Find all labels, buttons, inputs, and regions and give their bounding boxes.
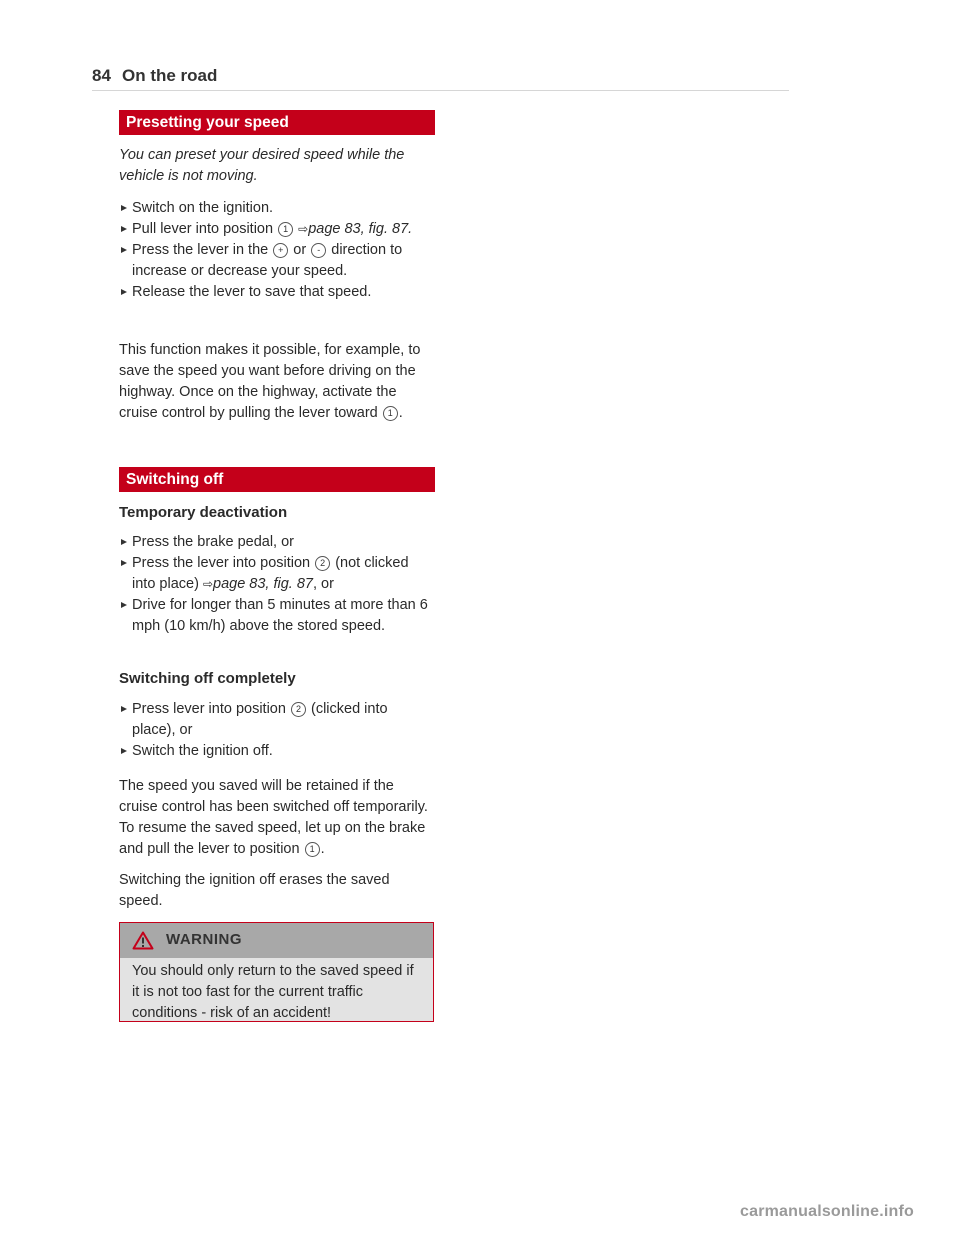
watermark: carmanualsonline.info [740, 1203, 915, 1220]
temporary-deactivation-heading: Temporary deactivation [119, 504, 288, 521]
page-reference-link[interactable]: page 83, fig. 87 [213, 576, 313, 592]
presetting-paragraph: This function makes it possible, for example, to save the speed you want before driving on the highway. Once on the highway, activate the cruise control by pulling the lever toward 1 . [119, 342, 421, 421]
list-item: Release the lever to save that speed. [119, 282, 435, 303]
position-1-icon: 1 [278, 222, 293, 237]
switching-off-completely-steps [119, 699, 435, 762]
page-reference-link[interactable]: page 83, fig. 87. [308, 221, 413, 237]
presetting-heading: Presetting your speed [119, 110, 435, 135]
section-title: On the road [122, 66, 218, 85]
page-ref-arrow-icon: ⇨ [298, 222, 309, 236]
page-number: 84 [92, 66, 111, 85]
list-item: Switch on the ignition. [119, 198, 435, 219]
erase-speed-paragraph: Switching the ignition off erases the saved speed. [119, 872, 390, 909]
position-1-icon: 1 [305, 842, 320, 857]
position-2-icon: 2 [291, 702, 306, 717]
presetting-intro: You can preset your desired speed while the vehicle is not moving. [119, 147, 405, 184]
temporary-deactivation-steps [119, 532, 435, 637]
list-item: Drive for longer than 5 minutes at more than 6 mph (10 km/h) above the stored speed. [119, 595, 435, 637]
warning-triangle-icon [132, 931, 154, 955]
position-1-icon: 1 [383, 406, 398, 421]
list-item: Press the brake pedal, or [119, 532, 435, 553]
minus-direction-icon: - [311, 243, 326, 258]
plus-direction-icon: + [273, 243, 288, 258]
position-2-icon: 2 [315, 556, 330, 571]
warning-box [119, 922, 434, 1022]
list-item: Press lever into position 2 (clicked into place), or [119, 699, 435, 741]
page-header [92, 64, 789, 91]
warning-label: WARNING [166, 931, 242, 948]
presetting-steps [119, 198, 435, 303]
retained-speed-paragraph: The speed you saved will be retained if the cruise control has been switched off temporarily. To resume the saved speed, let up on the brake and pull the lever to position 1 . [119, 778, 428, 857]
list-item: Pull lever into position 1 ⇨page 83, fig. 87. [119, 219, 435, 240]
warning-text: You should only return to the saved speed if it is not too fast for the current traffic conditions - risk of an accident! [132, 963, 414, 1021]
warning-header [120, 923, 433, 958]
switching-off-completely-heading: Switching off completely [119, 670, 296, 687]
list-item: Press the lever into position 2 (not clicked into place) ⇨page 83, fig. 87, or [119, 553, 435, 595]
switching-off-heading: Switching off [119, 467, 435, 492]
list-item: Switch the ignition off. [119, 741, 435, 762]
list-item: Press the lever in the + or - direction to increase or decrease your speed. [119, 240, 435, 282]
page-ref-arrow-icon: ⇨ [202, 577, 213, 591]
